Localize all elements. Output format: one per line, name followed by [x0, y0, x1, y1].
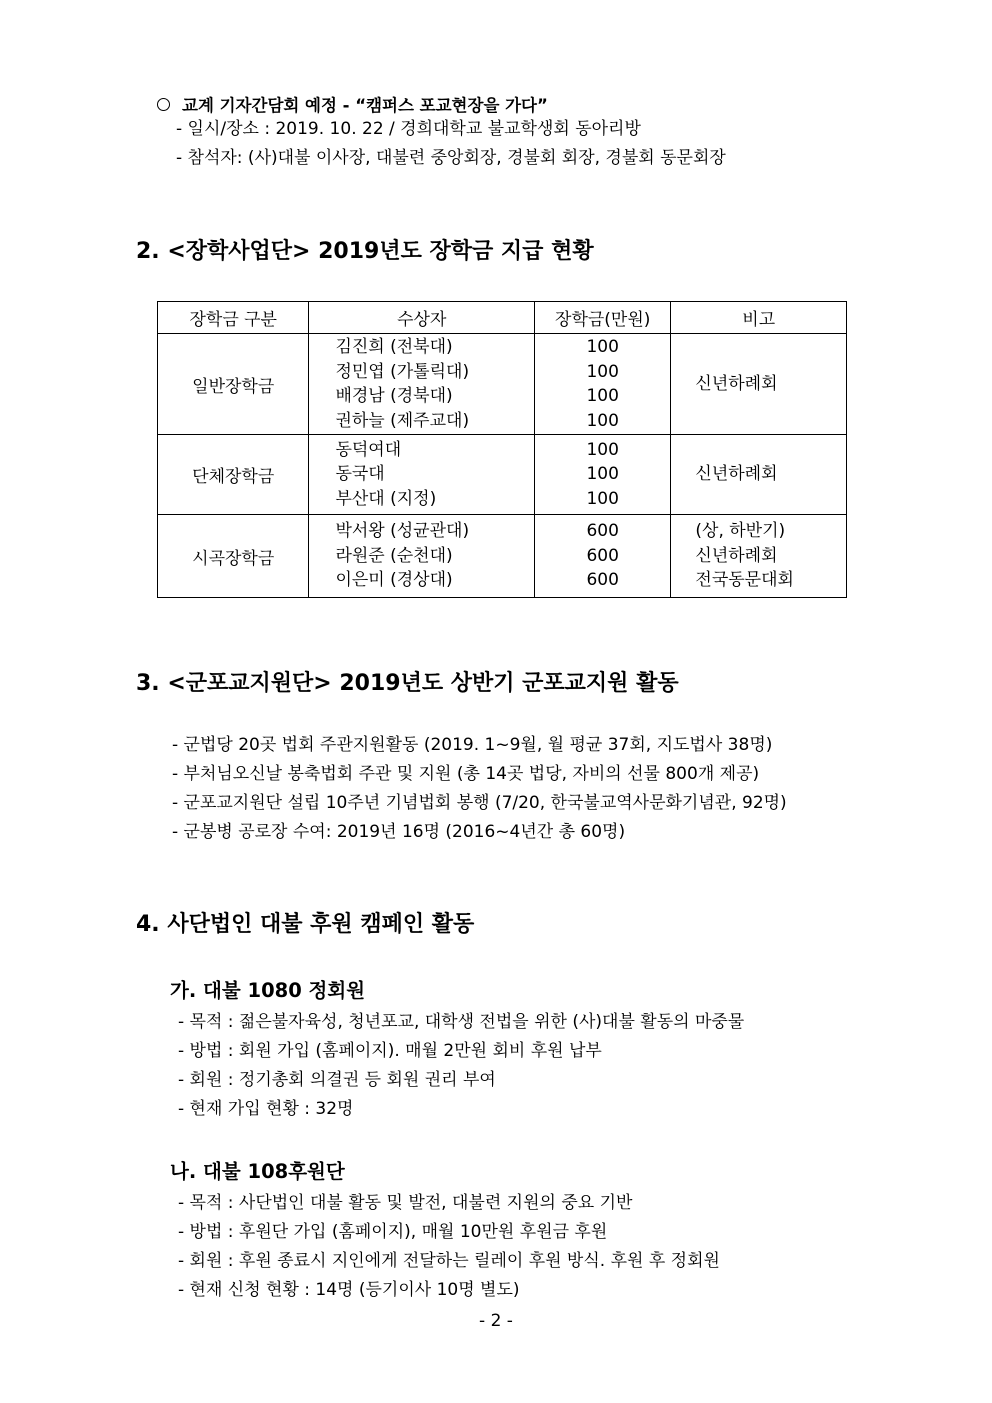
intro-line: - 일시/장소 : 2019. 10. 22 / 경희대학교 불교학생회 동아리방: [176, 119, 641, 139]
notes-cell: [671, 334, 847, 435]
intro-line: - 참석자: (사)대불 이사장, 대불련 중앙회장, 경불회 회장, 경불회 동문회장: [176, 148, 726, 168]
amount: 100: [586, 337, 619, 357]
note: (상, 하반기): [695, 521, 786, 542]
recipients-cell: [309, 515, 535, 598]
amount: 100: [586, 464, 619, 485]
amount: 100: [586, 488, 619, 509]
sub-a-heading: 가. 대불 1080 정회원: [170, 979, 366, 1002]
recipient: 권하늘 (제주교대): [335, 410, 470, 431]
section2-heading: 2. <장학사업단> 2019년도 장학금 지급 현황: [136, 239, 594, 264]
recipient: 정민엽 (가톨릭대): [335, 361, 470, 382]
sub-a-line: - 현재 가입 현황 : 32명: [178, 1099, 354, 1119]
section3-line: - 군법당 20곳 법회 주관지원활동 (2019. 1~9월, 월 평균 37회, 지도법사 38명): [172, 735, 773, 755]
sub-a-line: - 방법 : 회원 가입 (홈페이지). 매월 2만원 회비 후원 납부: [178, 1041, 602, 1061]
amount: 600: [586, 570, 619, 591]
recipient: 이은미 (경상대): [335, 570, 453, 591]
table-header-cell: 비고: [671, 302, 847, 334]
section3-heading: 3. <군포교지원단> 2019년도 상반기 군포교지원 활동: [136, 671, 679, 696]
amount: 100: [586, 361, 619, 382]
note: 신년하례회: [695, 373, 778, 394]
table-row: [158, 435, 847, 515]
section3-line: - 군봉병 공로장 수여: 2019년 16명 (2016~4년간 총 60명): [172, 822, 626, 842]
section3-line: - 군포교지원단 설립 10주년 기념법회 봉행 (7/20, 한국불교역사문화기념관, 92명): [172, 793, 787, 813]
sub-b-line: - 회원 : 후원 종료시 지인에게 전달하는 릴레이 후원 방식. 후원 후 정회원: [178, 1251, 720, 1271]
table-header-cell: 수상자: [309, 302, 535, 334]
recipient: 동국대: [335, 464, 385, 485]
amount: 100: [586, 410, 619, 431]
note: 신년하례회: [695, 545, 778, 566]
intro-title: 교계 기자간담회 예정 - “캠퍼스 포교현장을 가다”: [182, 96, 548, 115]
notes-cell: [671, 515, 847, 598]
sub-b-heading: 나. 대불 108후원단: [170, 1160, 345, 1183]
amounts-cell: [535, 515, 671, 598]
recipient: 동덕여대: [335, 439, 402, 460]
table-row: [158, 515, 847, 598]
recipient: 김진희 (전북대): [335, 337, 453, 357]
amounts-cell: [535, 334, 671, 435]
table-header-cell: 장학금(만원): [535, 302, 671, 334]
category-cell: 단체장학금: [158, 435, 309, 515]
sub-b-line: - 방법 : 후원단 가입 (홈페이지), 매월 10만원 후원금 후원: [178, 1222, 608, 1242]
recipients-cell: [309, 334, 535, 435]
scholarship-table: [157, 301, 847, 598]
notes-cell: [671, 435, 847, 515]
table-header-row: [158, 302, 847, 334]
amount: 600: [586, 521, 619, 542]
circle-bullet-icon: [157, 98, 170, 111]
amount: 100: [586, 386, 619, 406]
page-number: - 2 -: [479, 1311, 513, 1331]
intro-title-row: [157, 92, 548, 116]
recipients-cell: [309, 435, 535, 515]
section3-line: - 부처님오신날 봉축법회 주관 및 지원 (총 14곳 법당, 자비의 선물 800개 제공): [172, 764, 760, 784]
category-cell: 일반장학금: [158, 334, 309, 435]
recipient: 박서왕 (성균관대): [335, 521, 470, 542]
recipient: 배경남 (경북대): [335, 386, 453, 406]
sub-a-line: - 회원 : 정기총회 의결권 등 회원 권리 부여: [178, 1070, 496, 1090]
sub-a-line: - 목적 : 젊은불자육성, 청년포교, 대학생 전법을 위한 (사)대불 활동의 마중물: [178, 1012, 745, 1032]
recipient: 부산대 (지정): [335, 488, 437, 509]
category-cell: 시곡장학금: [158, 515, 309, 598]
amount: 100: [586, 439, 619, 460]
recipient: 라원준 (순천대): [335, 545, 453, 566]
section4-heading: 4. 사단법인 대불 후원 캠페인 활동: [136, 912, 475, 937]
note: 전국동문대회: [695, 570, 794, 591]
sub-b-line: - 목적 : 사단법인 대불 활동 및 발전, 대불련 지원의 중요 기반: [178, 1193, 633, 1213]
table-row: [158, 334, 847, 435]
note: 신년하례회: [695, 464, 778, 485]
amounts-cell: [535, 435, 671, 515]
table-header-cell: 장학금 구분: [158, 302, 309, 334]
amount: 600: [586, 545, 619, 566]
sub-b-line: - 현재 신청 현황 : 14명 (등기이사 10명 별도): [178, 1280, 520, 1300]
